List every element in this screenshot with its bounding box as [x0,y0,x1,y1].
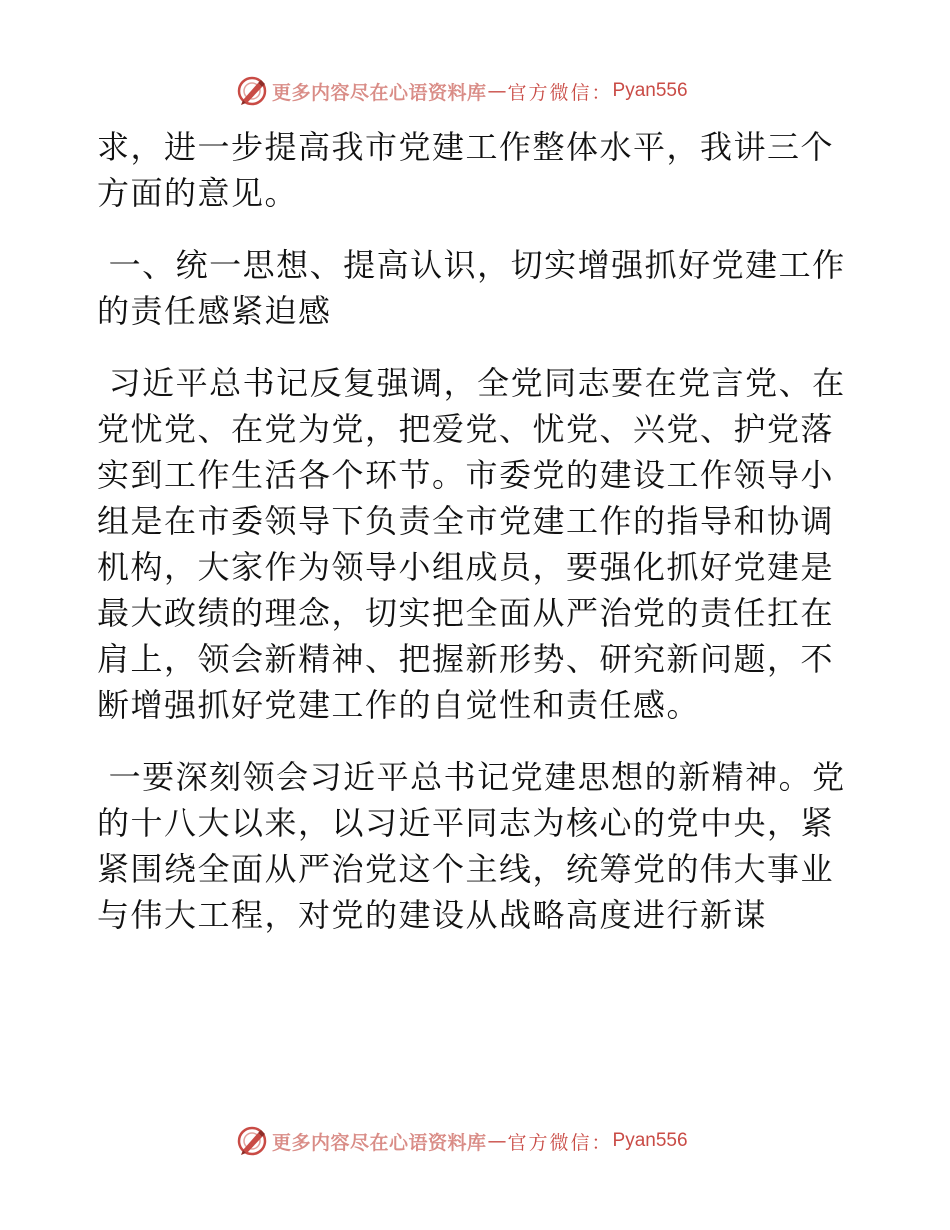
pen-circle-logo-icon [236,75,268,107]
paragraph-first-requirement: 一要深刻领会习近平总书记党建思想的新精神。党的十八大以来，以习近平同志为核心的党中央，紧紧围绕全面从严治党这个主线，统筹党的伟大事业与伟大工程，对党的建设从战略高度进行新谋 [97,758,846,934]
watermark-wechat-id: Pyan556 [612,80,688,101]
watermark-official-label: 官方微信： [507,81,613,104]
pen-circle-logo-icon [236,1125,268,1157]
section-heading-one: 一、统一思想、提高认识，切实增强抓好党建工作的责任感紧迫感 [97,246,846,330]
document-body [97,124,853,964]
paragraph-xi-emphasis: 习近平总书记反复强调，全党同志要在党言党、在党忧党、在党为党，把爱党、忧党、兴党、护党落实到工作生活各个环节。市委党的建设工作领导小组是在市委领导下负责全市党建工作的指导和协调机构，大家作为领导小组成员，要强化抓好党建是最大政绩的理念，切实把全面从严治党的责任扛在肩上，领会新精神、把握新形势、研究新问题，不断增强抓好党建工作的自觉性和责任感。 [97,364,846,724]
watermark-wechat-id: Pyan556 [612,1130,688,1151]
watermark-brand: 更多内容尽在心语资料库 [272,1131,487,1154]
watermark-dash: — [487,1130,507,1152]
watermark-official-label: 官方微信： [507,1131,613,1154]
paragraph-intro-continuation: 求，进一步提高我市党建工作整体水平，我讲三个方面的意见。 [97,128,835,212]
header-watermark [236,74,688,108]
footer-watermark [236,1124,688,1158]
watermark-brand: 更多内容尽在心语资料库 [272,81,487,104]
watermark-dash: — [487,80,507,102]
